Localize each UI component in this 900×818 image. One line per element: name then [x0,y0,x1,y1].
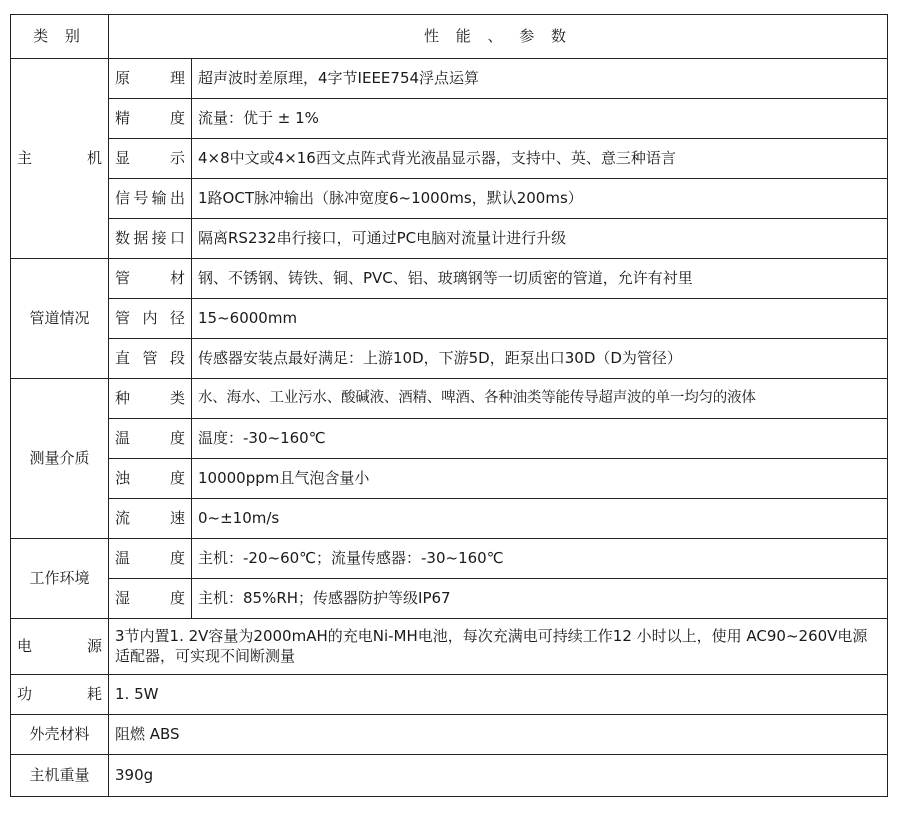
table-row [11,499,888,539]
shell-value: 阻燃 ABS [109,715,888,755]
weight-label: 主机重量 [11,755,109,797]
row-value: 传感器安装点最好满足：上游10D，下游5D，距泵出口30D（D为管径） [192,339,888,379]
consumption-label: 功 耗 [11,675,109,715]
row-value: 4×8中文或4×16西文点阵式背光液晶显示器，支持中、英、意三种语言 [192,139,888,179]
row-value: 水、海水、工业污水、酸碱液、酒精、啤酒、各种油类等能传导超声波的单一均匀的液体 [192,379,888,419]
group-label-pipe: 管道情况 [11,259,109,379]
row-value: 流量：优于 ± 1% [192,99,888,139]
table-row [11,715,888,755]
group-label-medium: 测量介质 [11,379,109,539]
table-row [11,99,888,139]
power-value: 3节内置1. 2V容量为2000mAH的充电Ni-MH电池，每次充满电可持续工作12 小时以上，使用 AC90~260V电源适配器，可实现不间断测量 [109,619,888,675]
row-value: 主机：-20~60℃；流量传感器：-30~160℃ [192,539,888,579]
row-value: 15~6000mm [192,299,888,339]
row-value: 温度：-30~160℃ [192,419,888,459]
table-row [11,539,888,579]
table-row [11,139,888,179]
table-row [11,675,888,715]
table-row [11,339,888,379]
row-label: 管 内 径 [109,299,192,339]
row-label: 温 度 [109,419,192,459]
header-row [11,15,888,59]
table-row [11,619,888,675]
consumption-value: 1. 5W [109,675,888,715]
row-label: 种 类 [109,379,192,419]
table-row [11,299,888,339]
table-row [11,579,888,619]
row-value: 10000ppm且气泡含量小 [192,459,888,499]
row-label: 信号输出 [109,179,192,219]
table-row [11,379,888,419]
row-label: 数据接口 [109,219,192,259]
table-row [11,459,888,499]
weight-value: 390g [109,755,888,797]
row-label: 流 速 [109,499,192,539]
row-label: 温 度 [109,539,192,579]
row-value: 0~±10m/s [192,499,888,539]
row-label: 原 理 [109,59,192,99]
row-value: 主机：85%RH；传感器防护等级IP67 [192,579,888,619]
table-row [11,219,888,259]
row-label: 湿 度 [109,579,192,619]
spec-table [10,14,888,797]
row-value: 隔离RS232串行接口，可通过PC电脑对流量计进行升级 [192,219,888,259]
shell-label: 外壳材料 [11,715,109,755]
table-row [11,59,888,99]
row-value: 超声波时差原理，4字节IEEE754浮点运算 [192,59,888,99]
header-category: 类 别 [11,15,109,59]
table-row [11,419,888,459]
group-label-env: 工作环境 [11,539,109,619]
row-label: 精 度 [109,99,192,139]
row-label: 直 管 段 [109,339,192,379]
table-row [11,179,888,219]
header-params: 性 能 、 参 数 [109,15,888,59]
row-label: 显 示 [109,139,192,179]
row-value: 1路OCT脉冲输出（脉冲宽度6~1000ms，默认200ms） [192,179,888,219]
power-label: 电 源 [11,619,109,675]
table-row [11,259,888,299]
row-label: 管 材 [109,259,192,299]
table-row [11,755,888,797]
row-label: 浊 度 [109,459,192,499]
group-label-host: 主 机 [11,59,109,259]
row-value: 钢、不锈钢、铸铁、铜、PVC、铝、玻璃钢等一切质密的管道，允许有衬里 [192,259,888,299]
